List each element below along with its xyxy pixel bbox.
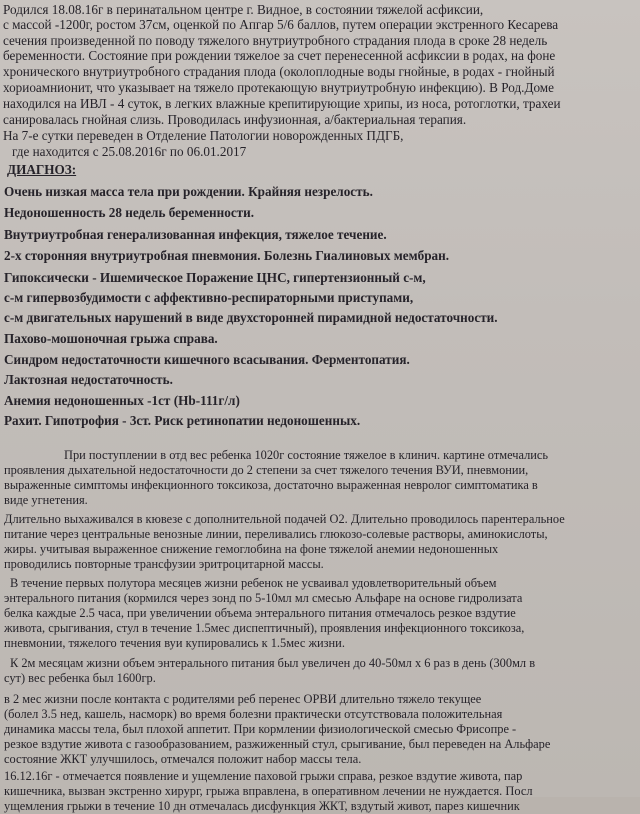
diagnosis-line: Пахово-мошоночная грыжа справа. xyxy=(4,331,218,346)
diagnosis-line: Анемия недоношенных -1ст (Hb-111г/л) xyxy=(4,393,240,408)
text-line: На 7-е сутки переведен в Отделение Патологии новорожденных ПДГБ, xyxy=(3,128,404,143)
diagnosis-line: Гипоксически - Ишемическое Поражение ЦНС, гипертензионный с-м, xyxy=(4,270,426,285)
text-line: пневмонии, тяжелого течения вуи купировались к 1.5мес жизни. xyxy=(4,636,345,650)
text-line: Длительно выхаживался в кювезе с дополнительной подачей О2. Длительно проводилось парентеральное xyxy=(4,512,565,526)
text-line: живота, срыгивания, стул в течение 1.5мес диспептичный), проявления инфекционного токсикоза, xyxy=(4,621,525,635)
text-line: Родился 18.08.16г в перинатальном центре г. Видное, в состоянии тяжелой асфиксии, xyxy=(3,2,484,17)
text-line: (болел 3.5 нед, кашель, насморк) во время болезни практически отсутствовала положительная xyxy=(4,707,503,721)
diagnosis-heading: ДИАГНОЗ: xyxy=(7,162,77,177)
text-line: кишечника, вызван экстренно хирург, грыжа вправлена, в оперативном лечении не нуждается. Посл xyxy=(4,784,533,798)
diagnosis-line: Лактозная недостаточность. xyxy=(4,372,173,387)
text-line: санировалась гнойная слизь. Проводилась инфузионная, а/бактериальная терапия. xyxy=(3,112,467,127)
diagnosis-line: 2-х сторонняя внутриутробная пневмония. Болезнь Гиалиновых мембран. xyxy=(4,248,450,263)
text-line: находился на ИВЛ - 4 суток, в легких влажные крепитирующие хрипы, из носа, ротоглотки, трахеи xyxy=(3,96,561,111)
text-line: беременности. Состояние при рождении тяжелое за счет перенесенной асфиксии в родах, на фоне xyxy=(3,48,556,63)
text-line: ущемления грыжи в течение 10 дн отмечалась дисфункция ЖКТ, вздутый живот, парез кишечник xyxy=(4,799,520,813)
text-line: сут) вес ребенка был 1600гр. xyxy=(4,671,156,685)
text-line: хориоамнионит, что указывает на тяжело протекающую внутриутробную инфекцию). В Род.Доме xyxy=(3,80,554,95)
text-line: с массой -1200г, ростом 37см, оценкой по Апгар 5/6 баллов, путем операции экстренного Кесарева xyxy=(3,17,559,32)
diagnosis-line: Синдром недостаточности кишечного всасывания. Ферментопатия. xyxy=(4,352,410,367)
text-line: белка каждые 2.5 часа, при увеличении объема энтерального питания отмечалось резкое вздутие xyxy=(4,606,516,620)
text-line: сечения произведенной по поводу тяжелого внутриутробного страдания плода в сроке 28 недель xyxy=(3,33,548,48)
diagnosis-line: Очень низкая масса тела при рождении. Крайняя незрелость. xyxy=(4,184,373,199)
text-line: проводились повторные трансфузии эритроцитарной массы. xyxy=(4,557,324,571)
text-line: энтерального питания (кормился через зонд по 5-10мл мл смесью Альфаре на основе гидролизата xyxy=(4,591,523,605)
text-line: в 2 мес жизни после контакта с родителями реб перенес ОРВИ длительно тяжело текущее xyxy=(4,692,482,706)
text-line: К 2м месяцам жизни объем энтерального питания был увеличен до 40-50мл х 6 раз в день (300мл в xyxy=(10,656,536,670)
diagnosis-line: с-м двигательных нарушений в виде двухсторонней пирамидной недостаточности. xyxy=(4,310,498,325)
diagnosis-line: с-м гипервозбудимости с аффективно-респираторными приступами, xyxy=(4,290,414,305)
text-line: резкое вздутие живота с газообразованием, разжиженный стул, срыгивание, был переведен на Альфаре xyxy=(4,737,551,751)
diagnosis-line: Внутриутробная генерализованная инфекция, тяжелое течение. xyxy=(4,227,387,242)
text-line: жиры. учитывая выраженное снижение гемоглобина на фоне тяжелой анемии недоношенных xyxy=(4,542,499,556)
text-line: проявления дыхательной недостаточности до 2 степени за счет тяжелого течения ВУИ, пневмонии, xyxy=(4,463,529,477)
text-line: динамика массы тела, был плохой аппетит. При кормлении физиологической смесью Фрисопре - xyxy=(4,722,517,736)
text-line: В течение первых полутора месяцев жизни ребенок не усваивал удовлетворительный объем xyxy=(10,576,497,590)
text-line: состояние ЖКТ улучшилось, отмечался положит набор массы тела. xyxy=(4,752,362,766)
text-line: виде угнетения. xyxy=(4,493,88,507)
text-line: 16.12.16г - отмечается появление и ущемление паховой грыжи справа, резкое вздутие живота, пар xyxy=(4,769,523,783)
text-line: хронического внутриутробного страдания плода (околоплодные воды гнойные, в родах - гнойный xyxy=(3,64,555,79)
diagnosis-line: Недоношенность 28 недель беременности. xyxy=(4,205,255,220)
diagnosis-line: Рахит. Гипотрофия - 3ст. Риск ретинопатии недоношенных. xyxy=(4,413,361,428)
text-line: питание через центральные венозные линии, переливались глюкозо-солевые растворы, аминокислоты, xyxy=(4,527,548,541)
text-line: где находится с 25.08.2016г по 06.01.2017 xyxy=(12,144,247,159)
text-line: При поступлении в отд вес ребенка 1020г состояние тяжелое в клинич. картине отмечались xyxy=(64,448,549,462)
text-line: выраженные симптомы инфекционного токсикоза, достаточно выраженная невролог симптоматика в xyxy=(4,478,538,492)
